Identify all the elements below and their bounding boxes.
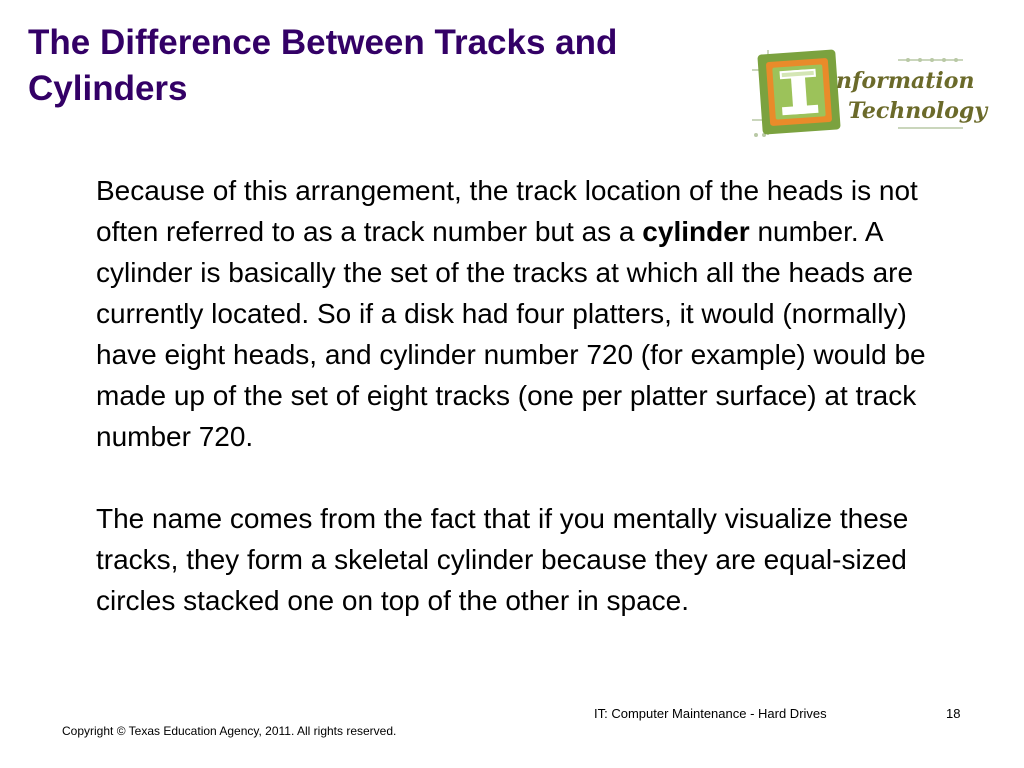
body-text [96, 170, 946, 621]
logo-line1: nformation [836, 68, 975, 94]
information-technology-logo [748, 40, 988, 142]
logo-line2: Technology [848, 98, 988, 124]
paragraph-1 [96, 170, 946, 457]
page-number: 18 [946, 706, 961, 721]
paragraph-2: The name comes from the fact that if you mentally visualize these tracks, they form a skeletal cylinder because they are equal-sized circles stacked one on top of the other in space. [96, 503, 909, 616]
slide-title: The Difference Between Tracks and Cylinders [28, 23, 618, 108]
copyright-notice: Copyright © Texas Education Agency, 2011. All rights reserved. [62, 724, 397, 738]
footer-course-title: IT: Computer Maintenance - Hard Drives [594, 706, 827, 721]
paragraph-1-start: Because of this arrangement, the track location of the heads is not often referred to as a track number but as a [96, 175, 918, 247]
cylinder-term: cylinder [642, 216, 750, 247]
paragraph-1-end: number. A cylinder is basically the set of the tracks at which all the heads are currently located. So if a disk had four platters, it would (normally) have eight heads, and cylinder number 720 (for example) would be made up of the set of eight tracks (one per platter surface) at track number 720. [96, 216, 926, 452]
